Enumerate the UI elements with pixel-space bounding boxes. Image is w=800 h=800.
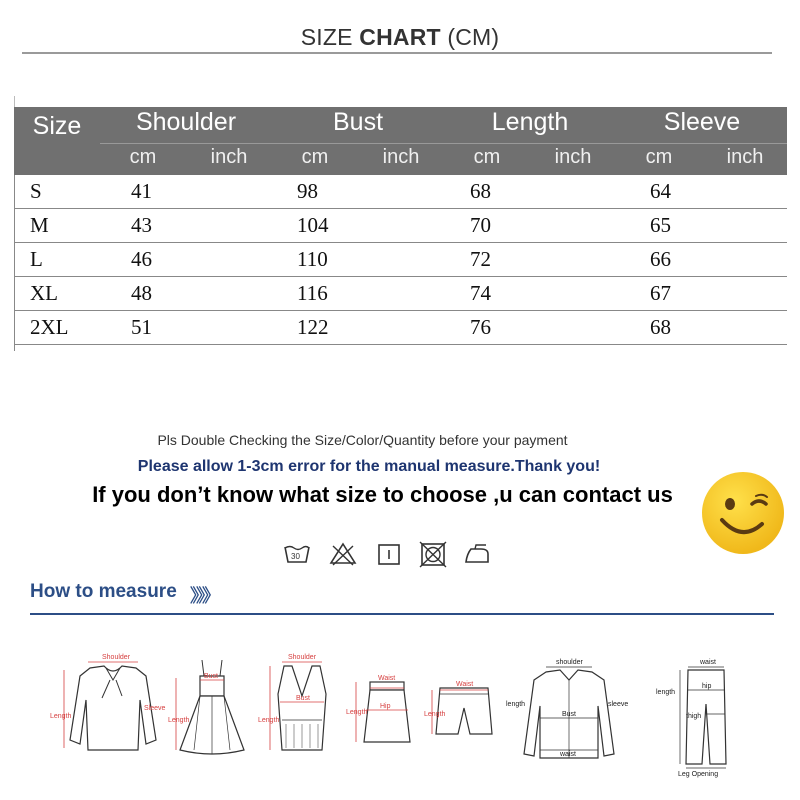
label-shoulder: Shoulder — [288, 654, 317, 661]
shirt-figure — [506, 650, 630, 770]
table-row — [14, 311, 787, 345]
label-bust-b: Bust — [562, 711, 577, 718]
label-thigh: thigh — [686, 713, 702, 720]
wash-temp: 30 — [291, 552, 300, 561]
cell-bust: 110 — [297, 247, 328, 271]
table-header — [14, 96, 787, 175]
subheader-cm: cm — [645, 146, 673, 168]
dress-figure — [170, 650, 254, 760]
label-length: Length — [258, 717, 280, 724]
table-row — [14, 175, 787, 209]
care-icons — [282, 540, 492, 568]
label-waist: Waist — [378, 675, 396, 682]
subheader-inch: inch — [554, 146, 592, 168]
cell-size: S — [30, 179, 42, 203]
header-sleeve: Sleeve — [663, 108, 741, 136]
cell-sleeve: 68 — [650, 315, 671, 339]
subheader-inch: inch — [210, 146, 248, 168]
label-length: Length — [168, 717, 190, 724]
label-length: Length — [50, 713, 72, 720]
cell-length: 74 — [470, 281, 491, 305]
double-chevron-right-icon: 》》》 — [190, 586, 217, 606]
subheader-inch: inch — [382, 146, 420, 168]
cell-length: 70 — [470, 213, 491, 237]
wash-30-icon — [282, 540, 312, 568]
cell-sleeve: 67 — [650, 281, 671, 305]
label-waist: Waist — [456, 681, 474, 688]
how-to-measure-heading: How to measure — [30, 581, 177, 602]
subheader-inch: inch — [726, 146, 764, 168]
cell-shoulder: 51 — [131, 315, 152, 339]
no-bleach-icon — [328, 540, 358, 568]
label-hip-lc: hip — [702, 683, 712, 690]
header-shoulder: Shoulder — [135, 108, 237, 136]
label-waist-lc: waist — [560, 751, 576, 758]
subheader-cm: cm — [473, 146, 501, 168]
no-dry-clean-icon — [418, 540, 448, 568]
header-top-strip — [14, 96, 787, 107]
cell-sleeve: 66 — [650, 247, 671, 271]
note-check-details: Pls Double Checking the Size/Color/Quantity before your payment — [157, 432, 568, 448]
label-length-lc: length — [506, 701, 526, 708]
cell-bust: 122 — [297, 315, 329, 339]
shorts-figure — [426, 650, 506, 760]
skirt-figure — [346, 650, 426, 760]
note-measure-error: Please allow 1-3cm error for the manual measure.Thank you! — [137, 458, 601, 475]
label-sleeve-lc: sleeve — [608, 701, 629, 708]
table-row — [14, 209, 787, 243]
cell-sleeve: 64 — [650, 179, 671, 203]
cami-figure — [260, 650, 344, 760]
cell-bust: 116 — [297, 281, 328, 305]
title-bold: CHART — [359, 24, 441, 50]
cell-size: L — [30, 247, 43, 271]
label-shoulder: Shoulder — [102, 654, 131, 661]
label-hip: Hip — [380, 703, 391, 710]
header-size: Size — [32, 112, 82, 140]
title-prefix: SIZE — [300, 24, 353, 50]
label-length: Length — [424, 711, 446, 718]
label-shoulder-lc: shoulder — [556, 659, 583, 666]
cell-size: M — [30, 213, 49, 237]
header-length: Length — [491, 108, 569, 136]
wink-emoji-icon — [700, 470, 786, 556]
label-bust: Bust — [296, 695, 311, 702]
how-to-measure-divider — [30, 613, 774, 615]
cell-shoulder: 48 — [131, 281, 152, 305]
cell-length: 76 — [470, 315, 491, 339]
cell-shoulder: 41 — [131, 179, 152, 203]
table-row — [14, 277, 787, 311]
subheader-cm: cm — [301, 146, 329, 168]
blouse-figure — [50, 650, 166, 760]
subheader-cm: cm — [129, 146, 157, 168]
size-table — [14, 96, 787, 352]
title-divider — [22, 52, 772, 54]
cell-shoulder: 43 — [131, 213, 152, 237]
header-bust: Bust — [332, 108, 384, 136]
tumble-dry-icon — [374, 540, 404, 568]
note-contact-us: If you don’t know what size to choose ,u can contact us — [92, 482, 673, 507]
cell-sleeve: 65 — [650, 213, 671, 237]
measurement-figures — [40, 650, 780, 790]
cell-bust: 98 — [297, 179, 318, 203]
page-title — [0, 24, 800, 51]
label-waist-lc: waist — [700, 659, 716, 666]
title-suffix: (CM) — [447, 24, 500, 50]
label-sleeve: Sleeve — [144, 705, 166, 712]
pants-figure — [656, 650, 766, 780]
cell-size: XL — [30, 281, 58, 305]
label-length: Length — [346, 709, 368, 716]
iron-icon — [462, 540, 492, 568]
label-bust: Bust — [204, 673, 219, 680]
cell-bust: 104 — [297, 213, 329, 237]
cell-shoulder: 46 — [131, 247, 152, 271]
cell-length: 72 — [470, 247, 491, 271]
table-row — [14, 243, 787, 277]
cell-length: 68 — [470, 179, 491, 203]
label-leg-opening: Leg Opening — [678, 771, 719, 778]
cell-size: 2XL — [30, 315, 69, 339]
label-length-lc: length — [656, 689, 676, 696]
